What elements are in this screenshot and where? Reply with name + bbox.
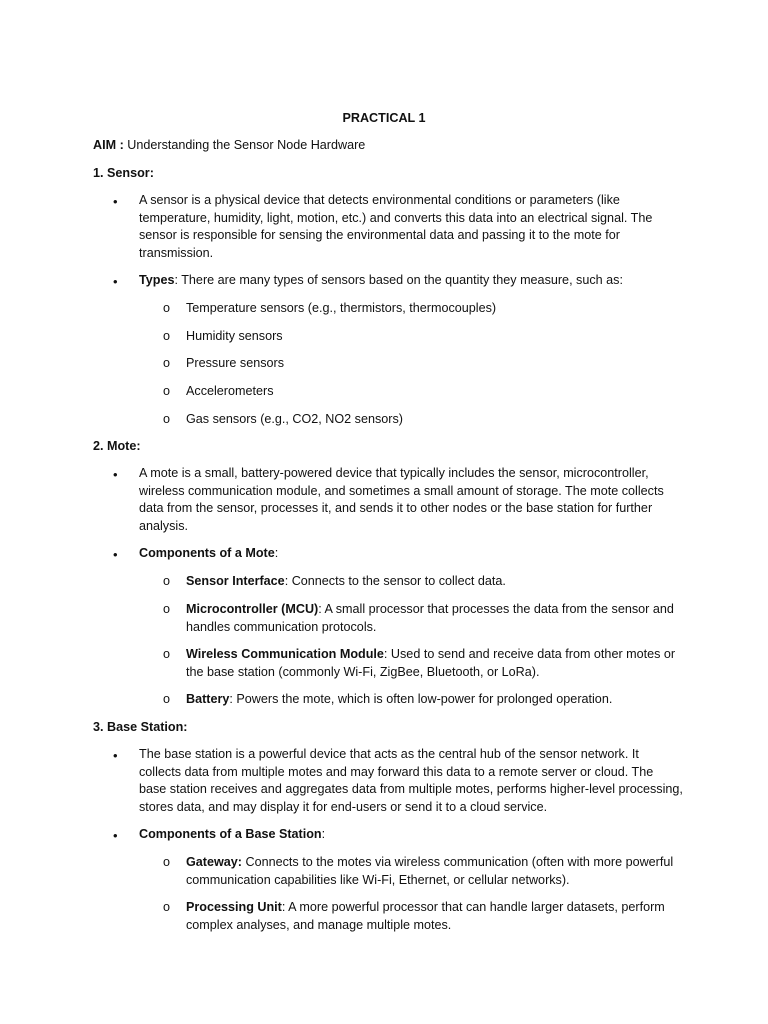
base-station-component-item: [186, 854, 686, 889]
base-station-component-text: : A more powerful processor that can handle larger datasets, perform complex analyses, and manage multiple motes.: [186, 900, 665, 932]
bullet-icon: •: [113, 828, 118, 843]
sensor-intro-paragraph: A sensor is a physical device that detects environmental conditions or parameters (like temperature, humidity, light, motion, etc.) and converts this data into an electrical signal. The sensor is responsible for sensing the environmental data and passing it to the mote for transmission.: [139, 193, 653, 260]
mote-component-label: Sensor Interface: [186, 574, 285, 588]
mote-component-item: [186, 573, 686, 591]
mote-component-item: [186, 691, 686, 709]
mote-component-text: : Powers the mote, which is often low-power for prolonged operation.: [229, 692, 613, 706]
mote-component-label: Battery: [186, 692, 230, 706]
mote-component-text: : Used to send and receive data from other motes or the base station (commonly Wi-Fi, ZigBee, Bluetooth, or LoRa).: [186, 647, 676, 679]
sub-bullet-icon: o: [163, 412, 171, 426]
section-heading-sensor: 1. Sensor:: [93, 166, 154, 180]
bullet-icon: •: [113, 547, 118, 562]
sensor-types-line: [139, 272, 684, 290]
base-station-component-text: Connects to the motes via wireless communication (often with more powerful communication capabilities like Wi-Fi, Ethernet, or cellular networks).: [186, 855, 674, 887]
aim-label: AIM :: [93, 138, 124, 152]
bullet-icon: •: [113, 467, 118, 482]
mote-components-label: Components of a Mote: [139, 546, 275, 560]
base-station-components-line: [139, 826, 684, 844]
bullet-icon: •: [113, 748, 118, 763]
sensor-type-item: Gas sensors (e.g., CO2, NO2 sensors): [186, 412, 403, 426]
mote-components-suffix: :: [274, 546, 279, 560]
mote-component-label: Microcontroller (MCU): [186, 602, 319, 616]
sub-bullet-icon: o: [163, 574, 171, 588]
sub-bullet-icon: o: [163, 329, 171, 343]
sub-bullet-icon: o: [163, 647, 171, 661]
sensor-type-item: Pressure sensors: [186, 356, 284, 370]
mote-component-item: [186, 646, 686, 681]
aim-line: [93, 137, 365, 154]
mote-component-text: : Connects to the sensor to collect data.: [284, 574, 506, 588]
base-station-component-item: [186, 899, 686, 934]
sub-bullet-icon: o: [163, 301, 171, 315]
bullet-icon: •: [113, 274, 118, 289]
base-station-component-label: Gateway:: [186, 855, 242, 869]
section-heading-mote: 2. Mote:: [93, 439, 141, 453]
section-heading-base-station: 3. Base Station:: [93, 720, 188, 734]
sensor-types-label: Types: [139, 273, 175, 287]
sub-bullet-icon: o: [163, 855, 171, 869]
sub-bullet-icon: o: [163, 384, 171, 398]
sub-bullet-icon: o: [163, 356, 171, 370]
bullet-icon: •: [113, 194, 118, 209]
mote-component-text: : A small processor that processes the data from the sensor and handles communication protocols.: [186, 602, 674, 634]
base-station-components-suffix: :: [321, 827, 326, 841]
mote-components-line: [139, 545, 684, 563]
sensor-type-item: Humidity sensors: [186, 329, 283, 343]
sensor-type-item: Temperature sensors (e.g., thermistors, thermocouples): [186, 301, 497, 315]
sensor-type-item: Accelerometers: [186, 384, 274, 398]
aim-text: Understanding the Sensor Node Hardware: [123, 138, 366, 152]
sub-bullet-icon: o: [163, 602, 171, 616]
base-station-component-label: Processing Unit: [186, 900, 282, 914]
mote-component-item: [186, 601, 686, 636]
base-station-components-label: Components of a Base Station: [139, 827, 322, 841]
mote-component-label: Wireless Communication Module: [186, 647, 384, 661]
base-station-intro-paragraph: The base station is a powerful device that acts as the central hub of the sensor network. It collects data from multiple motes and may forward this data to a remote server or cloud. The base station receives and aggregates data from multiple motes, performs higher-level processing, stores data, and may display it for end-users or send it to a cloud service.: [139, 747, 683, 814]
sub-bullet-icon: o: [163, 692, 171, 706]
sub-bullet-icon: o: [163, 900, 171, 914]
mote-intro-paragraph: A mote is a small, battery-powered device that typically includes the sensor, microcontroller, wireless communication module, and sometimes a small amount of storage. The mote collects data from the sensor, processes it, and sends it to other nodes or the base station for further analysis.: [139, 466, 664, 533]
sensor-types-text: : There are many types of sensors based on the quantity they measure, such as:: [174, 273, 623, 287]
page-title: PRACTICAL 1: [342, 111, 426, 125]
